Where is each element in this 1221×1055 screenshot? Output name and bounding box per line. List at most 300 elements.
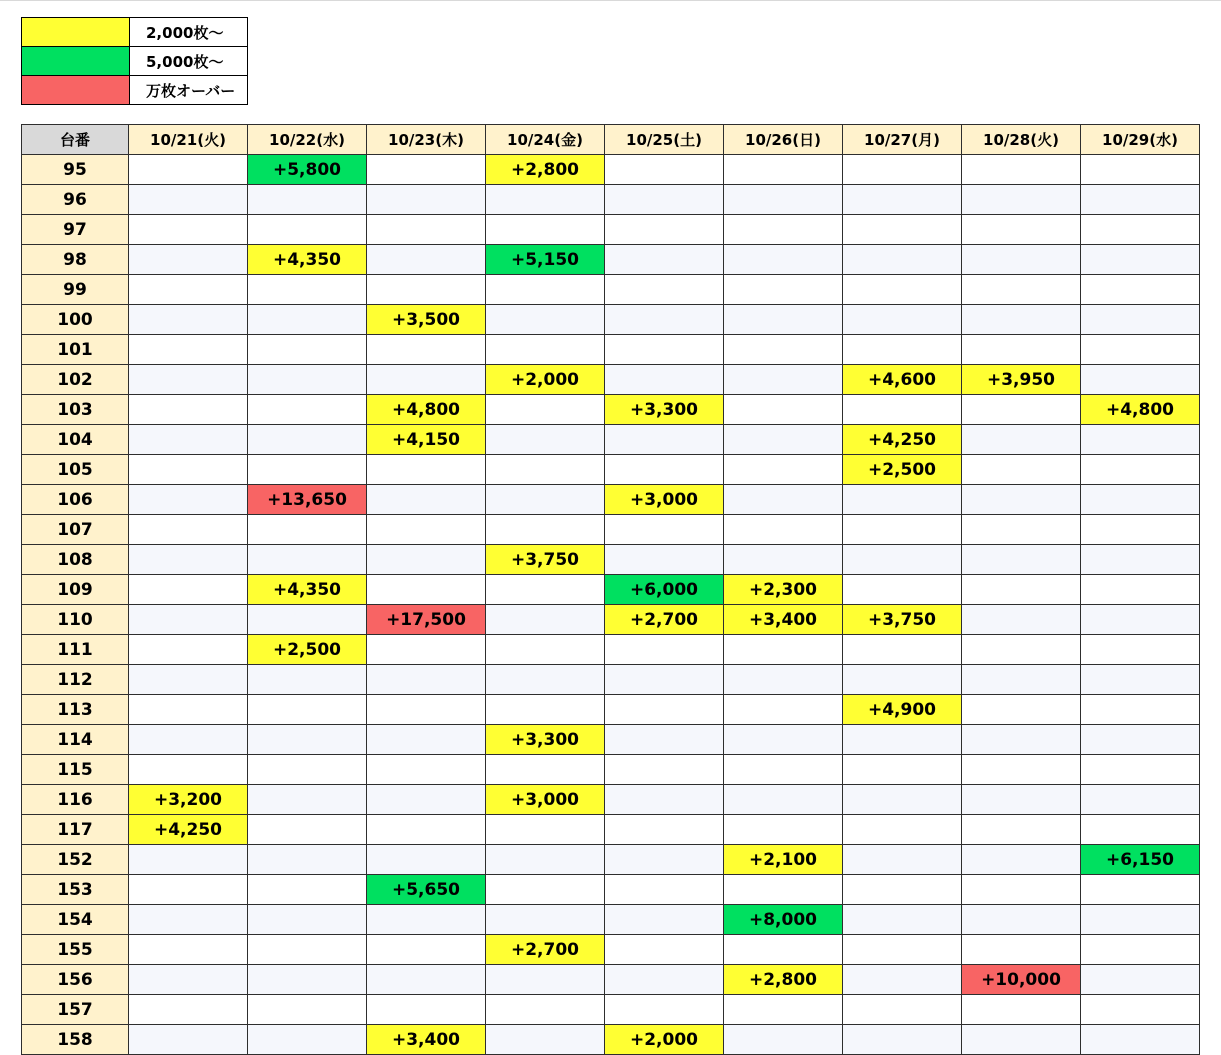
legend-swatch (22, 47, 130, 76)
payout-cell (605, 995, 724, 1025)
payout-cell (248, 905, 367, 935)
payout-cell (248, 1025, 367, 1055)
payout-cell (367, 455, 486, 485)
payout-cell (1081, 365, 1200, 395)
payout-cell (605, 455, 724, 485)
payout-cell (605, 335, 724, 365)
payout-cell: +4,350 (248, 575, 367, 605)
payout-cell (486, 815, 605, 845)
machine-number-header: 台番 (22, 125, 129, 155)
payout-cell (486, 605, 605, 635)
payout-cell (486, 995, 605, 1025)
table-row (22, 185, 1200, 215)
payout-cell: +6,000 (605, 575, 724, 605)
machine-number: 101 (22, 335, 129, 365)
payout-cell: +4,600 (843, 365, 962, 395)
payout-cell (962, 155, 1081, 185)
payout-cell: +2,300 (724, 575, 843, 605)
table-row (22, 545, 1200, 575)
payout-cell (1081, 755, 1200, 785)
payout-cell: +3,500 (367, 305, 486, 335)
payout-cell: +4,350 (248, 245, 367, 275)
payout-cell (248, 275, 367, 305)
payout-cell (1081, 335, 1200, 365)
payout-cell (962, 575, 1081, 605)
machine-number: 112 (22, 665, 129, 695)
date-header: 10/26(日) (724, 125, 843, 155)
payout-cell (605, 245, 724, 275)
payout-cell (724, 725, 843, 755)
payout-cell (367, 755, 486, 785)
payout-cell (605, 155, 724, 185)
payout-cell (724, 995, 843, 1025)
payout-cell (724, 545, 843, 575)
table-row (22, 515, 1200, 545)
legend-row (22, 76, 248, 105)
payout-cell (129, 215, 248, 245)
machine-number: 158 (22, 1025, 129, 1055)
payout-cell (486, 665, 605, 695)
payout-cell (843, 515, 962, 545)
machine-number: 113 (22, 695, 129, 725)
payout-cell (486, 755, 605, 785)
machine-number: 103 (22, 395, 129, 425)
payout-cell: +2,800 (486, 155, 605, 185)
payout-cell (962, 395, 1081, 425)
payout-cell (129, 995, 248, 1025)
payout-cell: +13,650 (248, 485, 367, 515)
payout-cell (962, 665, 1081, 695)
payout-cell (486, 215, 605, 245)
payout-cell (129, 905, 248, 935)
machine-number: 100 (22, 305, 129, 335)
payout-cell: +3,750 (843, 605, 962, 635)
payout-cell (248, 395, 367, 425)
payout-cell (962, 935, 1081, 965)
table-row (22, 755, 1200, 785)
payout-cell (962, 335, 1081, 365)
payout-cell (962, 845, 1081, 875)
payout-cell: +8,000 (724, 905, 843, 935)
payout-cell (248, 215, 367, 245)
payout-cell (605, 875, 724, 905)
payout-cell (724, 425, 843, 455)
payout-cell (962, 905, 1081, 935)
payout-cell: +2,000 (486, 365, 605, 395)
payout-cell (248, 875, 367, 905)
date-header: 10/22(水) (248, 125, 367, 155)
payout-cell: +2,500 (843, 455, 962, 485)
payout-cell (724, 365, 843, 395)
payout-cell (843, 965, 962, 995)
payout-cell (724, 515, 843, 545)
payout-cell: +4,800 (367, 395, 486, 425)
payout-cell (962, 635, 1081, 665)
payout-cell (248, 185, 367, 215)
table-row (22, 155, 1200, 185)
payout-cell (248, 545, 367, 575)
payout-cell: +2,800 (724, 965, 843, 995)
payout-cell (248, 425, 367, 455)
table-row (22, 725, 1200, 755)
machine-number: 155 (22, 935, 129, 965)
payout-cell (367, 665, 486, 695)
machine-number: 156 (22, 965, 129, 995)
date-header: 10/21(火) (129, 125, 248, 155)
payout-cell (962, 305, 1081, 335)
date-header: 10/27(月) (843, 125, 962, 155)
payout-cell (724, 695, 843, 725)
table-row (22, 965, 1200, 995)
table-row (22, 815, 1200, 845)
payout-cell (486, 875, 605, 905)
payout-cell: +3,000 (605, 485, 724, 515)
payout-cell (962, 815, 1081, 845)
payout-cell (1081, 965, 1200, 995)
machine-number: 157 (22, 995, 129, 1025)
payout-cell (962, 245, 1081, 275)
payout-cell (129, 605, 248, 635)
table-row (22, 455, 1200, 485)
payout-cell (605, 815, 724, 845)
payout-cell: +2,700 (486, 935, 605, 965)
payout-cell (367, 155, 486, 185)
table-row (22, 245, 1200, 275)
payout-cell (724, 665, 843, 695)
payout-cell (1081, 695, 1200, 725)
payout-cell (1081, 455, 1200, 485)
table-row (22, 365, 1200, 395)
payout-cell (367, 695, 486, 725)
date-header: 10/25(土) (605, 125, 724, 155)
payout-cell (129, 665, 248, 695)
payout-cell (129, 455, 248, 485)
payout-cell (129, 275, 248, 305)
payout-cell (1081, 275, 1200, 305)
payout-cell: +3,300 (486, 725, 605, 755)
machine-number: 108 (22, 545, 129, 575)
payout-cell (129, 935, 248, 965)
payout-cell (367, 335, 486, 365)
machine-number: 110 (22, 605, 129, 635)
machine-number: 115 (22, 755, 129, 785)
payout-cell (129, 395, 248, 425)
date-header: 10/24(金) (486, 125, 605, 155)
payout-cell (1081, 785, 1200, 815)
payout-cell (1081, 635, 1200, 665)
table-row (22, 485, 1200, 515)
table-row (22, 605, 1200, 635)
payout-cell (962, 1025, 1081, 1055)
payout-cell (367, 635, 486, 665)
table-row (22, 845, 1200, 875)
payout-cell (1081, 185, 1200, 215)
payout-cell (724, 635, 843, 665)
payout-cell (724, 755, 843, 785)
payout-cell (367, 545, 486, 575)
legend-label: 5,000枚～ (130, 47, 248, 76)
payout-cell (248, 695, 367, 725)
table-row (22, 1025, 1200, 1055)
payout-cell (129, 755, 248, 785)
payout-cell (962, 485, 1081, 515)
payout-cell (724, 875, 843, 905)
payout-cell: +5,150 (486, 245, 605, 275)
payout-cell (367, 845, 486, 875)
payout-cell (129, 515, 248, 545)
payout-cell (248, 365, 367, 395)
payout-cell (1081, 515, 1200, 545)
payout-cell (724, 455, 843, 485)
payout-cell (843, 815, 962, 845)
payout-cell (367, 935, 486, 965)
machine-number: 153 (22, 875, 129, 905)
payout-cell (1081, 425, 1200, 455)
payout-cell (367, 245, 486, 275)
payout-cell (486, 905, 605, 935)
machine-number: 98 (22, 245, 129, 275)
payout-cell (129, 485, 248, 515)
payout-cell (843, 545, 962, 575)
payout-cell (1081, 575, 1200, 605)
payout-cell (1081, 935, 1200, 965)
payout-cell (129, 575, 248, 605)
legend-swatch (22, 18, 130, 47)
machine-number: 114 (22, 725, 129, 755)
payout-cell (843, 935, 962, 965)
payout-cell (843, 245, 962, 275)
machine-number: 154 (22, 905, 129, 935)
table-row (22, 575, 1200, 605)
payout-cell (724, 785, 843, 815)
machine-number: 102 (22, 365, 129, 395)
payout-cell (129, 725, 248, 755)
table-row (22, 335, 1200, 365)
payout-cell: +4,250 (129, 815, 248, 845)
legend-row (22, 18, 248, 47)
payout-cell (367, 485, 486, 515)
payout-cell (486, 965, 605, 995)
table-row (22, 695, 1200, 725)
table-row (22, 275, 1200, 305)
payout-cell (248, 785, 367, 815)
payout-cell (724, 935, 843, 965)
payout-cell (129, 1025, 248, 1055)
payout-cell (1081, 545, 1200, 575)
payout-cell (843, 665, 962, 695)
payout-cell (843, 755, 962, 785)
payout-cell (724, 485, 843, 515)
date-header: 10/29(水) (1081, 125, 1200, 155)
payout-cell (367, 905, 486, 935)
payout-cell (605, 365, 724, 395)
payout-cell (129, 635, 248, 665)
table-row (22, 905, 1200, 935)
table-row (22, 875, 1200, 905)
payout-cell (962, 275, 1081, 305)
payout-cell (129, 245, 248, 275)
payout-cell (1081, 485, 1200, 515)
payout-cell (129, 335, 248, 365)
payout-cell (486, 425, 605, 455)
payout-cell (843, 575, 962, 605)
table-row (22, 305, 1200, 335)
payout-cell (962, 515, 1081, 545)
payout-cell (486, 275, 605, 305)
payout-cell (1081, 875, 1200, 905)
payout-cell (248, 665, 367, 695)
payout-cell: +3,950 (962, 365, 1081, 395)
payout-cell (605, 725, 724, 755)
payout-cell (962, 455, 1081, 485)
payout-cell: +4,250 (843, 425, 962, 455)
payout-cell (962, 995, 1081, 1025)
machine-number: 99 (22, 275, 129, 305)
table-row (22, 215, 1200, 245)
payout-cell (843, 305, 962, 335)
payout-cell: +4,150 (367, 425, 486, 455)
payout-cell (367, 185, 486, 215)
payout-cell: +2,700 (605, 605, 724, 635)
payout-cell (129, 845, 248, 875)
payout-cell (605, 665, 724, 695)
payout-cell (962, 695, 1081, 725)
payout-cell (1081, 245, 1200, 275)
payout-cell (248, 995, 367, 1025)
machine-number: 97 (22, 215, 129, 245)
payout-cell (724, 815, 843, 845)
payout-cell (486, 485, 605, 515)
payout-cell (248, 605, 367, 635)
machine-number: 104 (22, 425, 129, 455)
date-header: 10/28(火) (962, 125, 1081, 155)
payout-cell (843, 395, 962, 425)
payout-cell: +2,100 (724, 845, 843, 875)
payout-cell (843, 185, 962, 215)
payout-cell: +3,750 (486, 545, 605, 575)
payout-cell (724, 305, 843, 335)
payout-cell (486, 845, 605, 875)
payout-cell (605, 845, 724, 875)
payout-cell (843, 635, 962, 665)
sheet-top-border (0, 0, 1221, 1)
payout-cell (486, 695, 605, 725)
payout-cell: +5,800 (248, 155, 367, 185)
payout-cell (129, 545, 248, 575)
payout-cell: +6,150 (1081, 845, 1200, 875)
payout-cell (367, 785, 486, 815)
machine-number: 152 (22, 845, 129, 875)
payout-cell (248, 965, 367, 995)
payout-cell: +3,000 (486, 785, 605, 815)
table-row (22, 635, 1200, 665)
payout-cell: +4,900 (843, 695, 962, 725)
payout-cell (129, 185, 248, 215)
legend-table (21, 17, 248, 105)
table-row (22, 665, 1200, 695)
payout-cell: +3,200 (129, 785, 248, 815)
payout-cell (129, 425, 248, 455)
payout-cell (605, 215, 724, 245)
payout-cell (486, 575, 605, 605)
payout-cell: +3,400 (367, 1025, 486, 1055)
payout-cell (962, 605, 1081, 635)
payout-cell: +2,000 (605, 1025, 724, 1055)
payout-cell (605, 905, 724, 935)
payout-cell (724, 215, 843, 245)
payout-cell (1081, 665, 1200, 695)
payout-cell (248, 305, 367, 335)
payout-cell: +4,800 (1081, 395, 1200, 425)
payout-cell (724, 395, 843, 425)
payout-cell (605, 935, 724, 965)
payout-cell (843, 875, 962, 905)
payout-cell (1081, 215, 1200, 245)
machine-number: 106 (22, 485, 129, 515)
legend-label: 2,000枚～ (130, 18, 248, 47)
machine-number: 95 (22, 155, 129, 185)
payout-cell (367, 965, 486, 995)
payout-cell (248, 725, 367, 755)
payout-cell (843, 485, 962, 515)
payout-cell (367, 995, 486, 1025)
payout-table (21, 124, 1200, 1055)
payout-cell (962, 755, 1081, 785)
payout-cell (1081, 1025, 1200, 1055)
payout-cell (367, 515, 486, 545)
table-row (22, 935, 1200, 965)
payout-cell (724, 335, 843, 365)
machine-number: 117 (22, 815, 129, 845)
payout-cell (248, 335, 367, 365)
payout-cell (248, 515, 367, 545)
payout-cell (486, 455, 605, 485)
payout-cell (129, 305, 248, 335)
payout-cell (367, 215, 486, 245)
payout-cell (248, 815, 367, 845)
payout-cell (962, 185, 1081, 215)
machine-number: 111 (22, 635, 129, 665)
table-row (22, 425, 1200, 455)
payout-cell (962, 215, 1081, 245)
payout-cell (486, 185, 605, 215)
legend-swatch (22, 76, 130, 105)
table-row (22, 995, 1200, 1025)
payout-cell (248, 755, 367, 785)
payout-cell: +2,500 (248, 635, 367, 665)
payout-cell (248, 455, 367, 485)
payout-cell (843, 275, 962, 305)
payout-cell (486, 305, 605, 335)
machine-number: 96 (22, 185, 129, 215)
payout-cell (605, 515, 724, 545)
legend-label: 万枚オーバー (130, 76, 248, 105)
payout-cell (724, 245, 843, 275)
payout-cell (724, 155, 843, 185)
payout-cell (724, 1025, 843, 1055)
payout-cell (605, 965, 724, 995)
payout-cell: +10,000 (962, 965, 1081, 995)
payout-cell: +17,500 (367, 605, 486, 635)
payout-cell (843, 905, 962, 935)
payout-cell (605, 425, 724, 455)
payout-cell (962, 725, 1081, 755)
payout-cell (486, 515, 605, 545)
payout-cell (605, 785, 724, 815)
payout-cell: +5,650 (367, 875, 486, 905)
payout-cell (367, 275, 486, 305)
payout-cell (367, 725, 486, 755)
